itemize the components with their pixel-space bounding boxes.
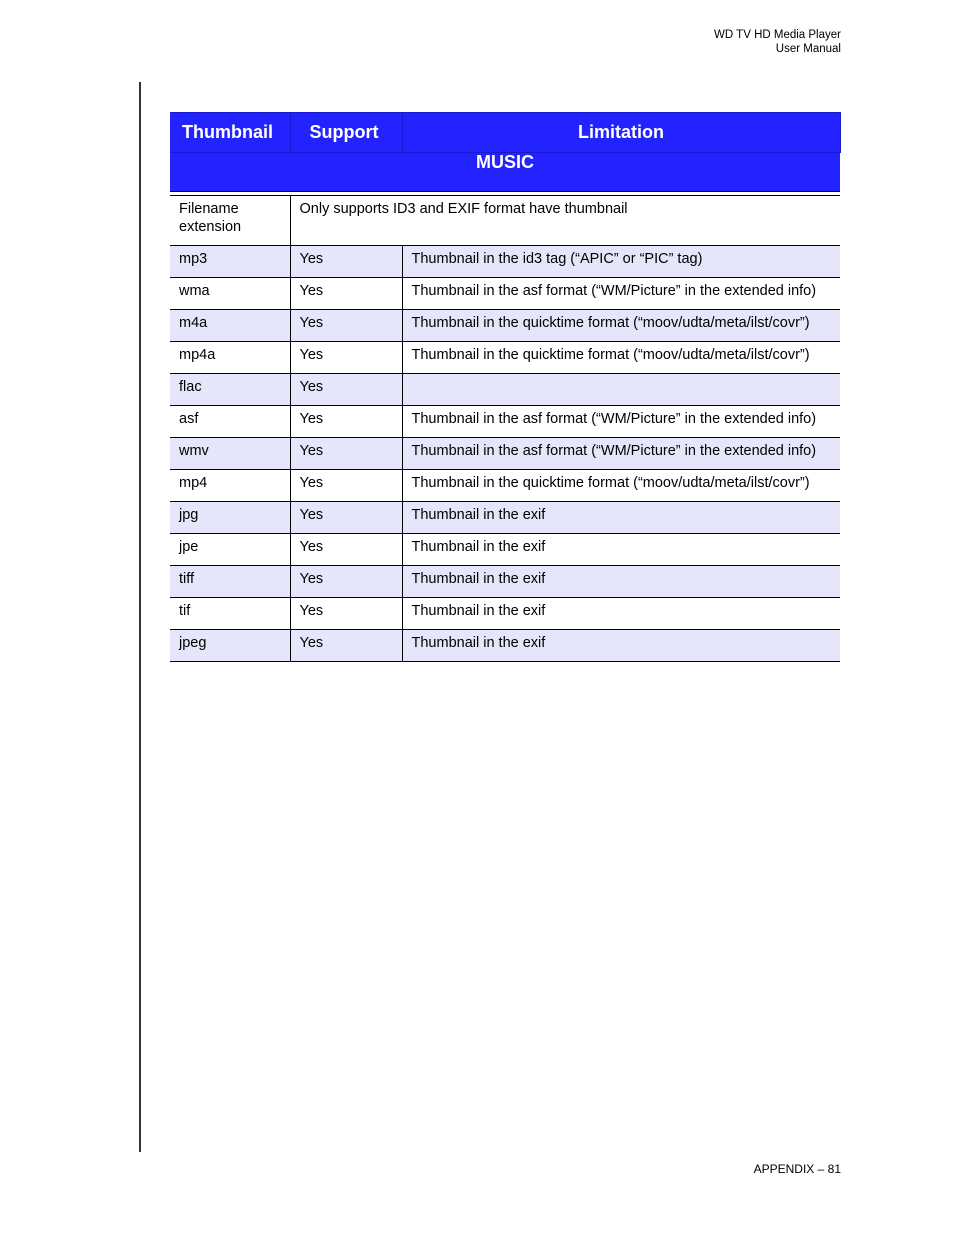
cell-limitation: Thumbnail in the quicktime format (“moov/udta/meta/ilst/covr”) <box>402 470 840 502</box>
table-row <box>170 342 840 374</box>
cell-limitation: Thumbnail in the exif <box>402 598 840 630</box>
cell-support: Yes <box>290 502 402 534</box>
cell-support: Yes <box>290 438 402 470</box>
table-row <box>170 374 840 406</box>
running-header <box>714 28 841 56</box>
cell-extension: tif <box>170 598 290 630</box>
cell-support: Yes <box>290 342 402 374</box>
cell-limitation: Thumbnail in the asf format (“WM/Picture” in the extended info) <box>402 438 840 470</box>
table-row <box>170 566 840 598</box>
cell-limitation: Thumbnail in the exif <box>402 502 840 534</box>
cell-limitation: Thumbnail in the asf format (“WM/Picture” in the extended info) <box>402 406 840 438</box>
cell-extension: asf <box>170 406 290 438</box>
table-header-row <box>170 113 840 153</box>
cell-extension: tiff <box>170 566 290 598</box>
cell-limitation: Thumbnail in the quicktime format (“moov/udta/meta/ilst/covr”) <box>402 342 840 374</box>
cell-extension: jpe <box>170 534 290 566</box>
col-header-thumbnail: Thumbnail <box>170 113 290 153</box>
table-row <box>170 310 840 342</box>
support-table <box>170 112 841 662</box>
cell-extension: jpg <box>170 502 290 534</box>
col-header-support: Support <box>290 113 402 153</box>
cell-extension: wma <box>170 278 290 310</box>
table-row <box>170 406 840 438</box>
cell-limitation: Thumbnail in the asf format (“WM/Picture” in the extended info) <box>402 278 840 310</box>
cell-extension: mp3 <box>170 246 290 278</box>
page-footer: APPENDIX – 81 <box>753 1162 841 1176</box>
cell-extension: m4a <box>170 310 290 342</box>
table-row <box>170 246 840 278</box>
cell-support: Yes <box>290 534 402 566</box>
cell-extension: mp4a <box>170 342 290 374</box>
table-row <box>170 278 840 310</box>
margin-rule <box>139 82 141 1152</box>
cell-extension: flac <box>170 374 290 406</box>
cell-limitation: Thumbnail in the exif <box>402 566 840 598</box>
cell-support: Yes <box>290 278 402 310</box>
cell-support: Yes <box>290 246 402 278</box>
cell-support: Yes <box>290 470 402 502</box>
cell-limitation: Thumbnail in the id3 tag (“APIC” or “PIC” tag) <box>402 246 840 278</box>
header-doc-type: User Manual <box>775 43 841 55</box>
table-row <box>170 470 840 502</box>
table-row <box>170 598 840 630</box>
header-product-name: WD TV HD Media Player <box>714 29 841 41</box>
thumbnail-support-table <box>170 112 840 662</box>
cell-support: Yes <box>290 566 402 598</box>
cell-extension: jpeg <box>170 630 290 662</box>
table-row <box>170 438 840 470</box>
cell-support: Yes <box>290 310 402 342</box>
section-row-music <box>170 153 840 192</box>
note-text: Only supports ID3 and EXIF format have thumbnail <box>290 196 840 246</box>
cell-support: Yes <box>290 598 402 630</box>
cell-limitation: Thumbnail in the quicktime format (“moov/udta/meta/ilst/covr”) <box>402 310 840 342</box>
cell-limitation: Thumbnail in the exif <box>402 534 840 566</box>
cell-support: Yes <box>290 630 402 662</box>
cell-limitation <box>402 374 840 406</box>
table-row <box>170 534 840 566</box>
note-label: Filename extension <box>170 196 290 246</box>
col-header-limitation: Limitation <box>402 113 840 153</box>
cell-extension: mp4 <box>170 470 290 502</box>
cell-support: Yes <box>290 406 402 438</box>
cell-extension: wmv <box>170 438 290 470</box>
table-row <box>170 502 840 534</box>
note-row <box>170 196 840 246</box>
cell-limitation: Thumbnail in the exif <box>402 630 840 662</box>
table-row <box>170 630 840 662</box>
cell-support: Yes <box>290 374 402 406</box>
section-title: MUSIC <box>170 153 840 192</box>
